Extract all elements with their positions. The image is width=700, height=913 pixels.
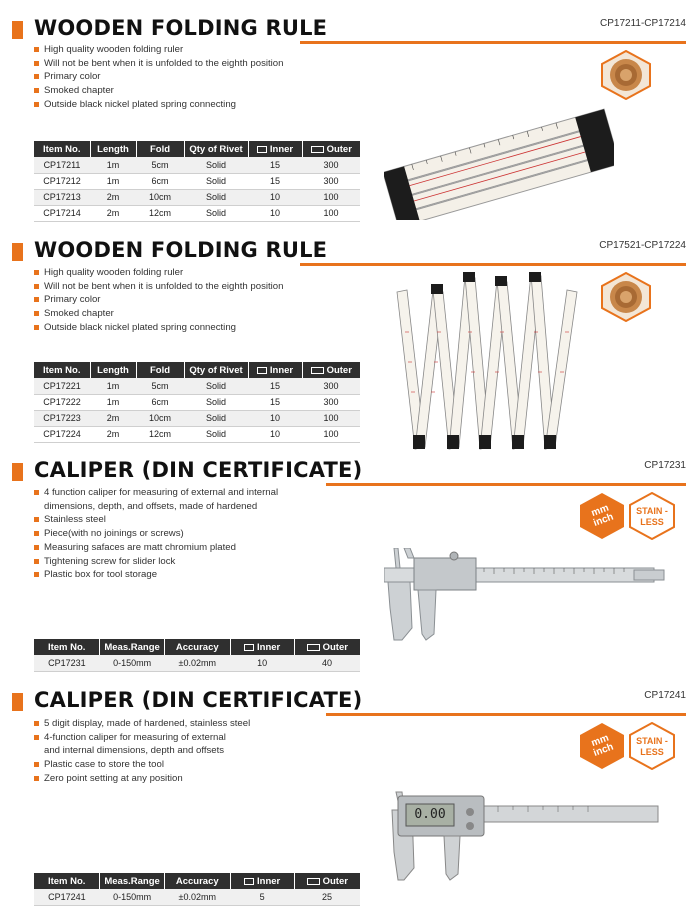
section-header bbox=[0, 456, 700, 486]
feature-item-continued: dimensions, depth, and offsets, made of hardened bbox=[44, 500, 258, 512]
table-row: CP17214 2m 12cm Solid 10 100 bbox=[34, 205, 360, 221]
feature-item: 4-function caliper for measuring of external bbox=[34, 731, 250, 745]
feature-list bbox=[34, 43, 283, 112]
feature-item: High quality wooden folding ruler bbox=[34, 266, 283, 280]
section-title: WOODEN FOLDING RULE bbox=[34, 238, 328, 262]
title-underline bbox=[326, 713, 686, 716]
col-header-outer: Outer bbox=[294, 873, 360, 889]
col-header: Item No. bbox=[34, 639, 100, 655]
section-title: CALIPER (DIN CERTIFICATE) bbox=[34, 458, 363, 482]
feature-item: Primary color bbox=[34, 70, 283, 84]
mm-inch-label: mm inch bbox=[589, 502, 616, 529]
outer-box-icon bbox=[307, 878, 320, 885]
wood-badge-icon bbox=[600, 50, 652, 100]
feature-item: Smoked chapter bbox=[34, 84, 283, 98]
col-header: Fold bbox=[136, 141, 184, 157]
mm-inch-badge bbox=[578, 722, 626, 770]
inner-box-icon bbox=[257, 146, 267, 153]
feature-item: Outside black nickel plated spring connecting bbox=[34, 321, 283, 335]
feature-item: Outside black nickel plated spring connecting bbox=[34, 98, 283, 112]
feature-item: Piece(with no joinings or screws) bbox=[34, 527, 278, 541]
section-header bbox=[0, 686, 700, 716]
title-underline bbox=[300, 263, 686, 266]
spec-table bbox=[34, 873, 360, 906]
title-marker bbox=[12, 693, 23, 711]
wood-badge-icon bbox=[600, 272, 652, 322]
feature-item: Zero point setting at any position bbox=[34, 772, 250, 786]
section-title: WOODEN FOLDING RULE bbox=[34, 16, 328, 40]
feature-list bbox=[34, 266, 283, 335]
col-header-inner: Inner bbox=[248, 362, 302, 378]
col-header-outer: Outer bbox=[302, 141, 360, 157]
folding-rule-closed-image bbox=[384, 100, 614, 220]
feature-list bbox=[34, 717, 250, 786]
table-row: CP17211 1m 5cm Solid 15 300 bbox=[34, 157, 360, 173]
feature-item: Will not be bent when it is unfolded to the eighth position bbox=[34, 280, 283, 294]
table-row: CP17213 2m 10cm Solid 10 100 bbox=[34, 189, 360, 205]
table-row: CP17222 1m 6cm Solid 15 300 bbox=[34, 394, 360, 410]
title-marker bbox=[12, 21, 23, 39]
feature-item: High quality wooden folding ruler bbox=[34, 43, 283, 57]
stainless-badge bbox=[628, 492, 676, 540]
title-marker bbox=[12, 463, 23, 481]
feature-item-continued: and internal dimensions, depth and offsets bbox=[44, 745, 225, 757]
stainless-label: STAIN -LESS bbox=[636, 736, 668, 757]
table-row: CP17212 1m 6cm Solid 15 300 bbox=[34, 173, 360, 189]
table-row: CP17223 2m 10cm Solid 10 100 bbox=[34, 410, 360, 426]
table-row: CP17221 1m 5cm Solid 15 300 bbox=[34, 378, 360, 394]
outer-box-icon bbox=[311, 146, 324, 153]
title-marker bbox=[12, 243, 23, 261]
lcd-display: 0.00 bbox=[414, 807, 446, 822]
col-header: Qty of Rivet bbox=[184, 362, 248, 378]
col-header-inner: Inner bbox=[230, 639, 294, 655]
feature-item: 4 function caliper for measuring of external and internal bbox=[34, 486, 278, 500]
title-underline bbox=[300, 41, 686, 44]
vernier-caliper-image bbox=[384, 548, 674, 643]
mm-inch-badge bbox=[578, 492, 626, 540]
col-header-inner: Inner bbox=[248, 141, 302, 157]
spec-table bbox=[34, 362, 360, 443]
spec-table bbox=[34, 639, 360, 672]
inner-box-icon bbox=[244, 644, 254, 651]
product-code: CP17521-CP17224 bbox=[599, 240, 686, 251]
section-header bbox=[0, 14, 700, 44]
folding-rule-open-image bbox=[395, 272, 585, 454]
col-header: Fold bbox=[136, 362, 184, 378]
table-row: CP17231 0-150mm ±0.02mm 10 40 bbox=[34, 655, 360, 671]
outer-box-icon bbox=[307, 644, 320, 651]
feature-item: 5 digit display, made of hardened, stainless steel bbox=[34, 717, 250, 731]
col-header: Accuracy bbox=[164, 639, 230, 655]
feature-item: Plastic case to store the tool bbox=[34, 758, 250, 772]
feature-item: Will not be bent when it is unfolded to the eighth position bbox=[34, 57, 283, 71]
product-code: CP17241 bbox=[644, 690, 686, 701]
feature-item: Stainless steel bbox=[34, 513, 278, 527]
col-header: Item No. bbox=[34, 141, 90, 157]
feature-item: Tightening screw for slider lock bbox=[34, 555, 278, 569]
col-header: Qty of Rivet bbox=[184, 141, 248, 157]
stainless-badge bbox=[628, 722, 676, 770]
col-header-inner: Inner bbox=[230, 873, 294, 889]
section-header bbox=[0, 236, 700, 266]
col-header: Item No. bbox=[34, 873, 100, 889]
outer-box-icon bbox=[311, 367, 324, 374]
col-header: Length bbox=[90, 141, 136, 157]
spec-table bbox=[34, 141, 360, 222]
title-underline bbox=[326, 483, 686, 486]
col-header: Meas.Range bbox=[100, 873, 164, 889]
inner-box-icon bbox=[257, 367, 267, 374]
feature-item: Plastic box for tool storage bbox=[34, 568, 278, 582]
stainless-label: STAIN -LESS bbox=[636, 506, 668, 527]
section-title: CALIPER (DIN CERTIFICATE) bbox=[34, 688, 363, 712]
mm-inch-label: mm inch bbox=[589, 732, 616, 759]
col-header-outer: Outer bbox=[302, 362, 360, 378]
table-row: CP17224 2m 12cm Solid 10 100 bbox=[34, 426, 360, 442]
product-code: CP17211-CP17214 bbox=[600, 18, 686, 29]
col-header: Accuracy bbox=[164, 873, 230, 889]
feature-list bbox=[34, 486, 278, 582]
feature-item: Smoked chapter bbox=[34, 307, 283, 321]
feature-item: Measuring safaces are matt chromium plated bbox=[34, 541, 278, 555]
digital-caliper-image bbox=[388, 782, 668, 882]
col-header: Meas.Range bbox=[100, 639, 164, 655]
feature-item: Primary color bbox=[34, 293, 283, 307]
col-header: Length bbox=[90, 362, 136, 378]
table-row: CP17241 0-150mm ±0.02mm 5 25 bbox=[34, 889, 360, 905]
product-code: CP17231 bbox=[644, 460, 686, 471]
inner-box-icon bbox=[244, 878, 254, 885]
col-header: Item No. bbox=[34, 362, 90, 378]
col-header-outer: Outer bbox=[294, 639, 360, 655]
